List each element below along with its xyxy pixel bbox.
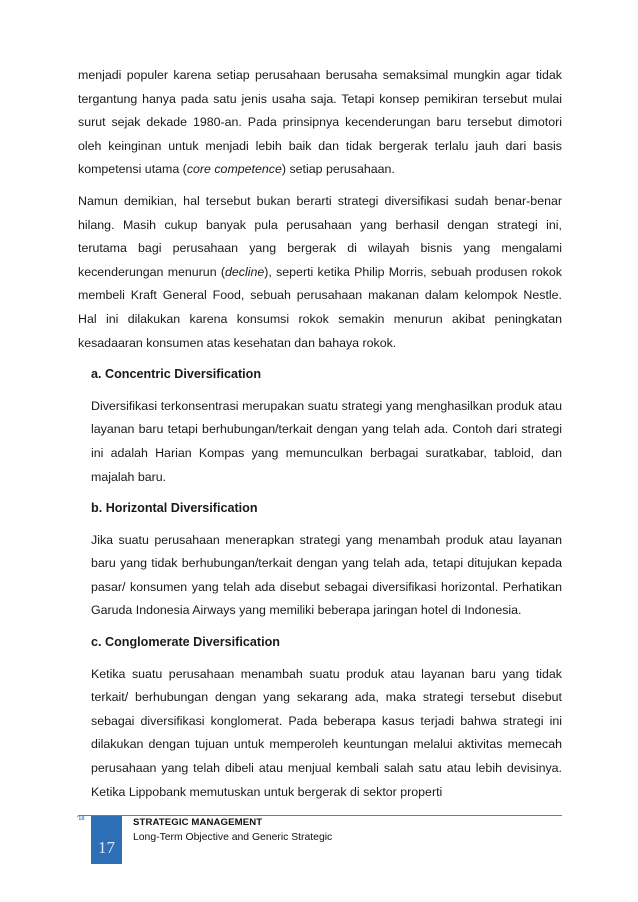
page-number: 17 xyxy=(98,838,115,857)
paragraph-namun xyxy=(78,190,562,355)
section-concentric xyxy=(78,363,562,489)
footer-subtitle: Long-Term Objective and Generic Strategic xyxy=(133,832,333,843)
footer-divider xyxy=(78,815,562,816)
section-body: Diversifikasi terkonsentrasi merupakan suatu strategi yang menghasilkan produk atau layanan baru tetapi berhubungan/terkait dengan yang telah ada. Contoh dari strategi ini adalah Harian Kompas yang memunculkan berbagai suratkabar, tabloid, dan majalah baru. xyxy=(91,398,562,484)
page-number-box xyxy=(91,816,122,864)
paragraph-text: ) setiap perusahaan. xyxy=(281,162,395,177)
emphasis-term: decline xyxy=(224,264,265,279)
paragraph-text: Namun demikian, hal tersebut bukan berarti strategi diversifikasi sudah benar-benar hilang. Masih cukup banyak pula perusahaan yang berhasil dengan strategi ini, terutama bagi perusahaan yang bergerak di wilayah bisnis yang mengalami kecenderungan menurun ( xyxy=(78,193,562,279)
paragraph-intro xyxy=(78,64,562,182)
paragraph-text: ), seperti ketika Philip Morris, sebuah produsen rokok membeli Kraft General Food, sebuah perusahaan makanan dalam kelompok Nestle. Hal ini dilakukan karena konsumsi rokok semakin menurun akibat peningkatan kesadaaran konsumen atas kesehatan dan bahaya rokok. xyxy=(78,264,562,350)
paragraph-text: menjadi populer karena setiap perusahaan berusaha semaksimal mungkin agar tidak tergantung hanya pada satu jenis usaha saja. Tetapi konsep pemikiran tersebut mulai surut sejak dekade 1980-an. Pada prinsipnya kecenderungan baru tersebut dimotori oleh keinginan untuk menjadi lebih baik dan tidak bergerak terlalu jauh dari basis kompetensi utama ( xyxy=(78,68,562,177)
section-heading: a. Concentric Diversification xyxy=(91,367,262,382)
section-heading: c. Conglomerate Diversification xyxy=(91,635,280,650)
emphasis-term: core competence xyxy=(186,162,282,177)
footer-mark: '18 xyxy=(77,816,85,822)
section-horizontal xyxy=(78,497,562,623)
page-body xyxy=(78,64,562,804)
section-heading: b. Horizontal Diversification xyxy=(91,501,258,516)
section-body: Jika suatu perusahaan menerapkan strategi yang menambah produk atau layanan baru yang tidak berhubungan/terkait dengan yang telah ada, tetapi ditujukan kepada pasar/ konsumen yang telah ada disebut sebagai diversifikasi horizontal. Perhatikan Garuda Indonesia Airways yang memiliki beberapa jaringan hotel di Indonesia. xyxy=(91,532,562,618)
section-conglomerate xyxy=(78,631,562,804)
section-body: Ketika suatu perusahaan menambah suatu produk atau layanan baru yang tidak terkait/ berhubungan dengan yang sekarang ada, maka strategi tersebut disebut sebagai diversifikasi konglomerat. Pada beberapa kasus terjadi bahwa strategi ini dilakukan dengan tujuan untuk memperoleh keuntungan melalui aktivitas memecah perusahaan yang telah dibeli atau menjual kembali salah satu atau lebih devisinya. Ketika Lippobank memutuskan untuk bergerak di sektor properti xyxy=(91,666,562,799)
footer-title: STRATEGIC MANAGEMENT xyxy=(133,817,263,828)
